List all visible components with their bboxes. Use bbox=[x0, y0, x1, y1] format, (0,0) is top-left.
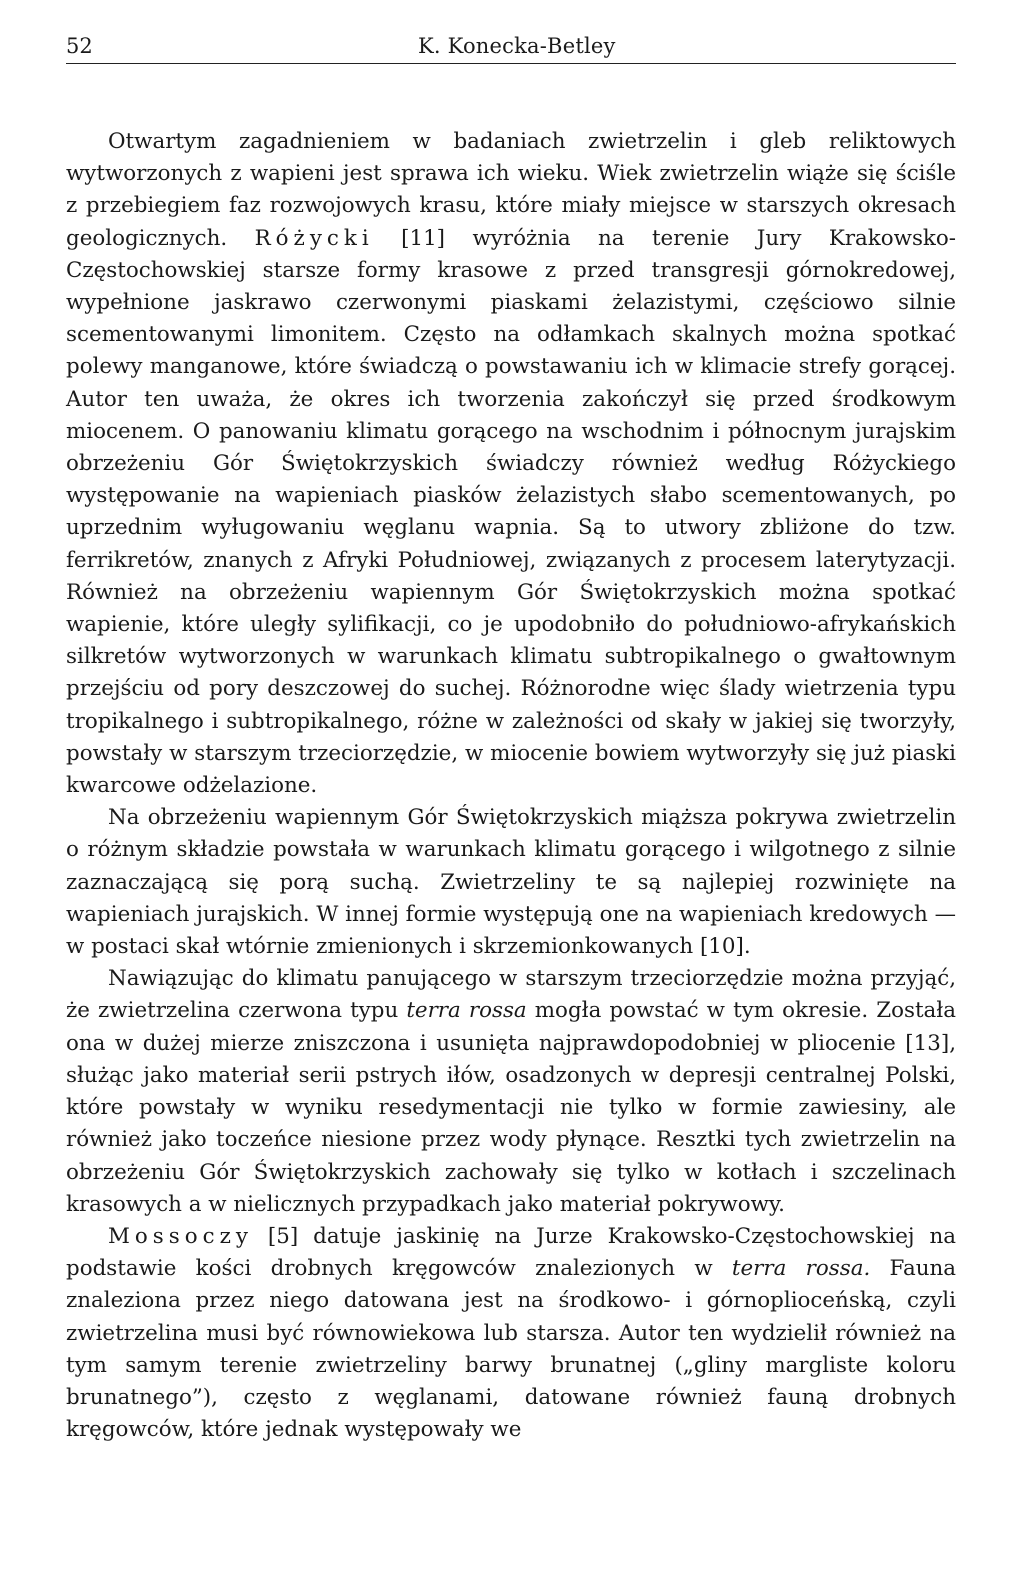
page bbox=[66, 28, 956, 1446]
text-run: Otwartym zagadnieniem w badaniach zwietrzelin i gleb reliktowych wytworzonych z wapieni jest sprawa ich wieku. Wiek zwietrzelin wiąże się ściśle z przebiegiem faz rozwojowych krasu, które miały miejsce w starszych okresach geologicznych. bbox=[66, 129, 956, 251]
running-title: K. Konecka-Betley bbox=[418, 34, 616, 58]
running-head bbox=[66, 28, 956, 64]
author-name: Mossoczy bbox=[108, 1223, 253, 1249]
text-run: Nawiązując do klimatu panującego w starszym trzeciorzędzie można przyjąć, że zwietrzelina czerwona typu bbox=[66, 966, 956, 1024]
italic-term: terra rossa bbox=[406, 998, 527, 1024]
paragraph-4 bbox=[66, 1221, 956, 1446]
paragraph-1 bbox=[66, 126, 956, 802]
text-run: Na obrzeżeniu wapiennym Gór Świętokrzyskich miąższa pokrywa zwietrzelin o różnym składzie powstała w warunkach klimatu gorącego i wilgotnego z silnie zaznaczającą się porą suchą. Zwietrzeliny te są najlepiej rozwinięte na wapieniach jurajskich. W innej formie występują one na wapieniach kredowych — w postaci skał wtórnie zmienionych i skrzemionkowanych [10]. bbox=[66, 805, 956, 960]
author-name: Różycki bbox=[254, 225, 374, 251]
text-run: mogła powstać w tym okresie. Została ona w dużej mierze zniszczona i usunięta najprawdopodobniej w pliocenie [13], służąc jako materiał serii pstrych iłów, osadzonych w depresji centralnej Polski, które powstały w wyniku resedymentacji nie tylko w formie zawiesiny, ale również jako toczeńce niesione przez wody płynące. Resztki tych zwietrzelin na obrzeżeniu Gór Świętokrzyskich zachowały się tylko w kotłach i szczelinach krasowych a w nielicznych przypadkach jako materiał pokrywowy. bbox=[66, 998, 956, 1217]
text-run: [5] datuje jaskinię na Jurze Krakowsko-Częstochowskiej na podstawie kości drobnych kręgowców znalezionych w bbox=[66, 1223, 956, 1282]
text-run: Fauna znaleziona przez niego datowana jest na środkowo- i górnoplioceńską, czyli zwietrzelina musi być równowiekowa lub starsza. Autor ten wydzielił również na tym samym terenie zwietrzeliny barwy brunatnej („gliny margliste koloru brunatnego”), często z węglanami, datowane również fauną drobnych kręgowców, które jednak występowały we bbox=[66, 1256, 957, 1443]
text-run: [11] wyróżnia na terenie Jury Krakowsko-Częstochowskiej starsze formy krasowe z przed transgresji górnokredowej, wypełnione jaskrawo czerwonymi piaskami żelazistymi, częściowo silnie scementowanymi limonitem. Często na odłamkach skalnych można spotkać polewy manganowe, które świadczą o powstawaniu ich w klimacie strefy gorącej. Autor ten uważa, że okres ich tworzenia zakończył się przed środkowym miocenem. O panowaniu klimatu gorącego na wschodnim i północnym jurajskim obrzeżeniu Gór Świętokrzyskich świadczy również według Różyckiego występowanie na wapieniach piasków żelazistych słabo scementowanych, po uprzednim wyługowaniu węglanu wapnia. Są to utwory zbliżone do tzw. ferrikretów, znanych z Afryki Południowej, związanych z procesem laterytyzacji. Również na obrzeżeniu wapiennym Gór Świętokrzyskich można spotkać wapienie, które uległy sylifikacji, co je upodobniło do południowo-afrykańskich silkretów wytworzonych w warunkach klimatu subtropikalnego o gwałtownym przejściu od pory deszczowej do suchej. Różnorodne więc ślady wietrzenia typu tropikalnego i subtropikalnego, różne w zależności od skały w jakiej się tworzyły, powstały w starszym trzeciorzędzie, w miocenie bowiem wytworzyły się już piaski kwarcowe odżelazione. bbox=[66, 225, 957, 799]
body-text bbox=[66, 126, 956, 1446]
page-number: 52 bbox=[66, 34, 93, 58]
italic-term: terra rossa. bbox=[731, 1256, 871, 1282]
header-rule bbox=[66, 63, 956, 64]
paragraph-2 bbox=[66, 802, 956, 963]
paragraph-3 bbox=[66, 963, 956, 1221]
